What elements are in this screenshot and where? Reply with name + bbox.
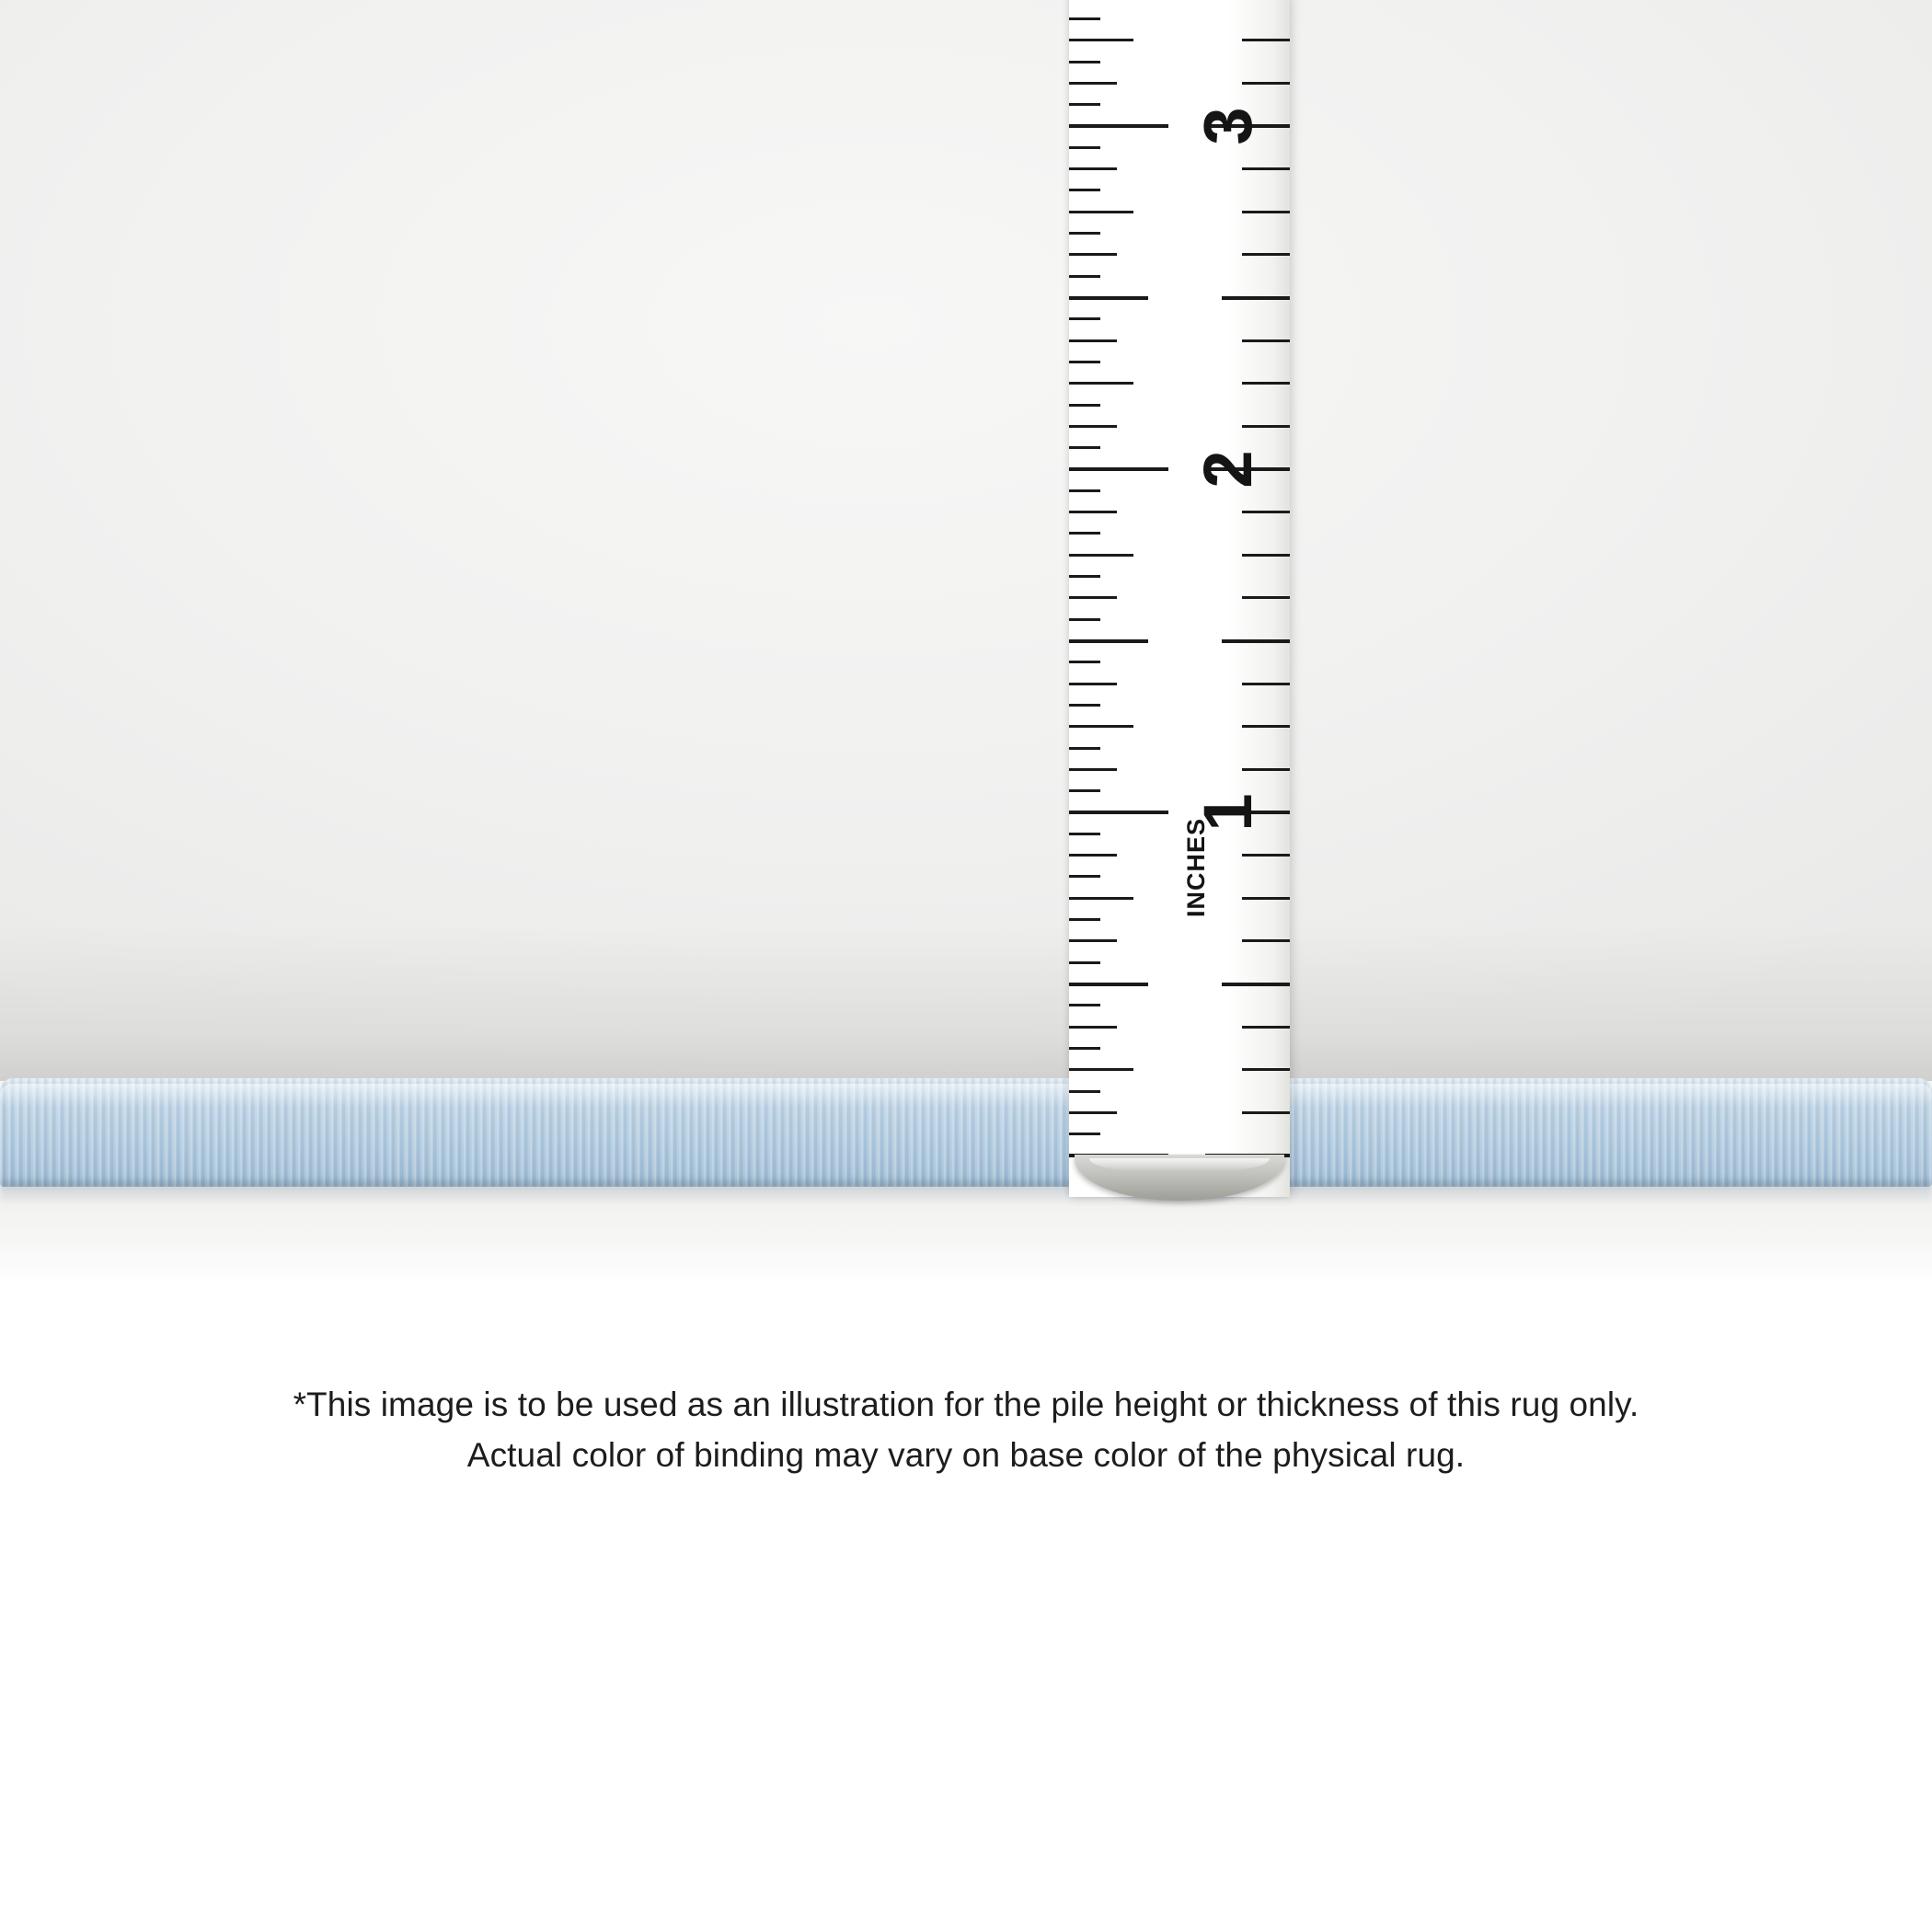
ruler-tick <box>1069 361 1100 363</box>
ruler-tick <box>1069 554 1133 557</box>
ruler-tick-mirrored <box>1222 983 1290 986</box>
backdrop-shadow <box>0 925 1932 1081</box>
ruler-tick <box>1069 296 1148 300</box>
ruler-tick <box>1069 511 1117 513</box>
ruler-tick <box>1069 1004 1100 1006</box>
ruler-tick <box>1069 1133 1100 1135</box>
ruler-tick <box>1069 124 1168 128</box>
ruler-tick-mirrored <box>1242 725 1290 728</box>
ruler-tick <box>1069 103 1100 106</box>
ruler-tick <box>1069 275 1100 278</box>
ruler-tick <box>1069 618 1100 621</box>
ruler-tick-mirrored <box>1222 639 1290 643</box>
ruler-tick-mirrored <box>1242 253 1290 256</box>
ruler-tick <box>1069 253 1117 256</box>
ruler-tick <box>1069 875 1100 878</box>
ruler-tick <box>1069 897 1133 900</box>
ruler-tick-mirrored <box>1242 382 1290 385</box>
tape-measure <box>1069 0 1290 1197</box>
ruler-tick <box>1069 811 1168 814</box>
ruler-tick <box>1069 146 1100 149</box>
ruler-tick-mirrored <box>1242 1026 1290 1029</box>
disclaimer-caption <box>0 1380 1932 1481</box>
ruler-tick <box>1069 596 1117 599</box>
ruler-tick <box>1069 39 1133 41</box>
ruler-tick <box>1069 1026 1117 1029</box>
caption-line-2: Actual color of binding may vary on base color of the physical rug. <box>466 1435 1466 1474</box>
ruler-tick <box>1069 425 1117 428</box>
ruler-tick <box>1069 725 1133 728</box>
ruler-tick-mirrored <box>1242 1068 1290 1071</box>
ruler-tick <box>1069 489 1100 492</box>
ruler-tick <box>1069 232 1100 235</box>
ruler-number: 3 <box>1190 107 1266 145</box>
ruler-tick-mirrored <box>1242 683 1290 685</box>
ruler-tick-mirrored <box>1242 211 1290 213</box>
ruler-tick-mirrored <box>1222 296 1290 300</box>
ruler-tick <box>1069 1047 1100 1050</box>
rug-edge <box>0 1078 1932 1190</box>
tape-measure-tab-highlight <box>1089 1158 1270 1171</box>
ruler-tick <box>1069 768 1117 771</box>
ruler-tick <box>1069 961 1100 964</box>
ruler-tick <box>1069 1068 1133 1071</box>
ruler-tick <box>1069 1090 1100 1093</box>
ruler-tick <box>1069 661 1100 663</box>
ruler-tick <box>1069 747 1100 750</box>
ruler-tick <box>1069 211 1133 213</box>
ruler-tick <box>1069 789 1100 792</box>
ruler-number: 1 <box>1190 793 1266 832</box>
ruler-tick <box>1069 189 1100 191</box>
rug-contact-shadow <box>0 1181 1932 1205</box>
tape-measure-scale <box>1069 0 1290 1197</box>
ruler-tick <box>1069 833 1100 835</box>
ruler-tick <box>1069 683 1117 685</box>
ruler-tick <box>1069 404 1100 407</box>
ruler-tick-mirrored <box>1242 1111 1290 1114</box>
ruler-tick <box>1069 983 1148 986</box>
ruler-tick <box>1069 918 1100 921</box>
ruler-tick <box>1069 382 1133 385</box>
ruler-tick <box>1069 61 1100 63</box>
ruler-tick <box>1069 704 1100 707</box>
ruler-tick <box>1069 639 1148 643</box>
ruler-tick <box>1069 339 1117 342</box>
ruler-unit-label: INCHES <box>1182 818 1210 918</box>
ruler-tick <box>1069 1111 1117 1114</box>
ruler-tick <box>1069 467 1168 471</box>
ruler-tick-mirrored <box>1242 39 1290 41</box>
ruler-tick <box>1069 939 1117 942</box>
ruler-tick <box>1069 532 1100 535</box>
ruler-tick <box>1069 317 1100 320</box>
ruler-tick <box>1069 167 1117 170</box>
ruler-number: 2 <box>1190 450 1266 489</box>
ruler-tick <box>1069 17 1100 20</box>
ruler-tick <box>1069 575 1100 578</box>
ruler-tick-mirrored <box>1242 554 1290 557</box>
caption-line-1: *This image is to be used as an illustration for the pile height or thickness of this rug only. <box>293 1386 1639 1423</box>
ruler-tick <box>1069 82 1117 85</box>
ruler-tick-mirrored <box>1242 596 1290 599</box>
ruler-tick <box>1069 854 1117 857</box>
ruler-tick-mirrored <box>1242 897 1290 900</box>
rug-binding-highlight <box>0 1084 1932 1108</box>
ruler-tick-mirrored <box>1242 939 1290 942</box>
ruler-tick-mirrored <box>1242 339 1290 342</box>
ruler-tick <box>1069 446 1100 449</box>
